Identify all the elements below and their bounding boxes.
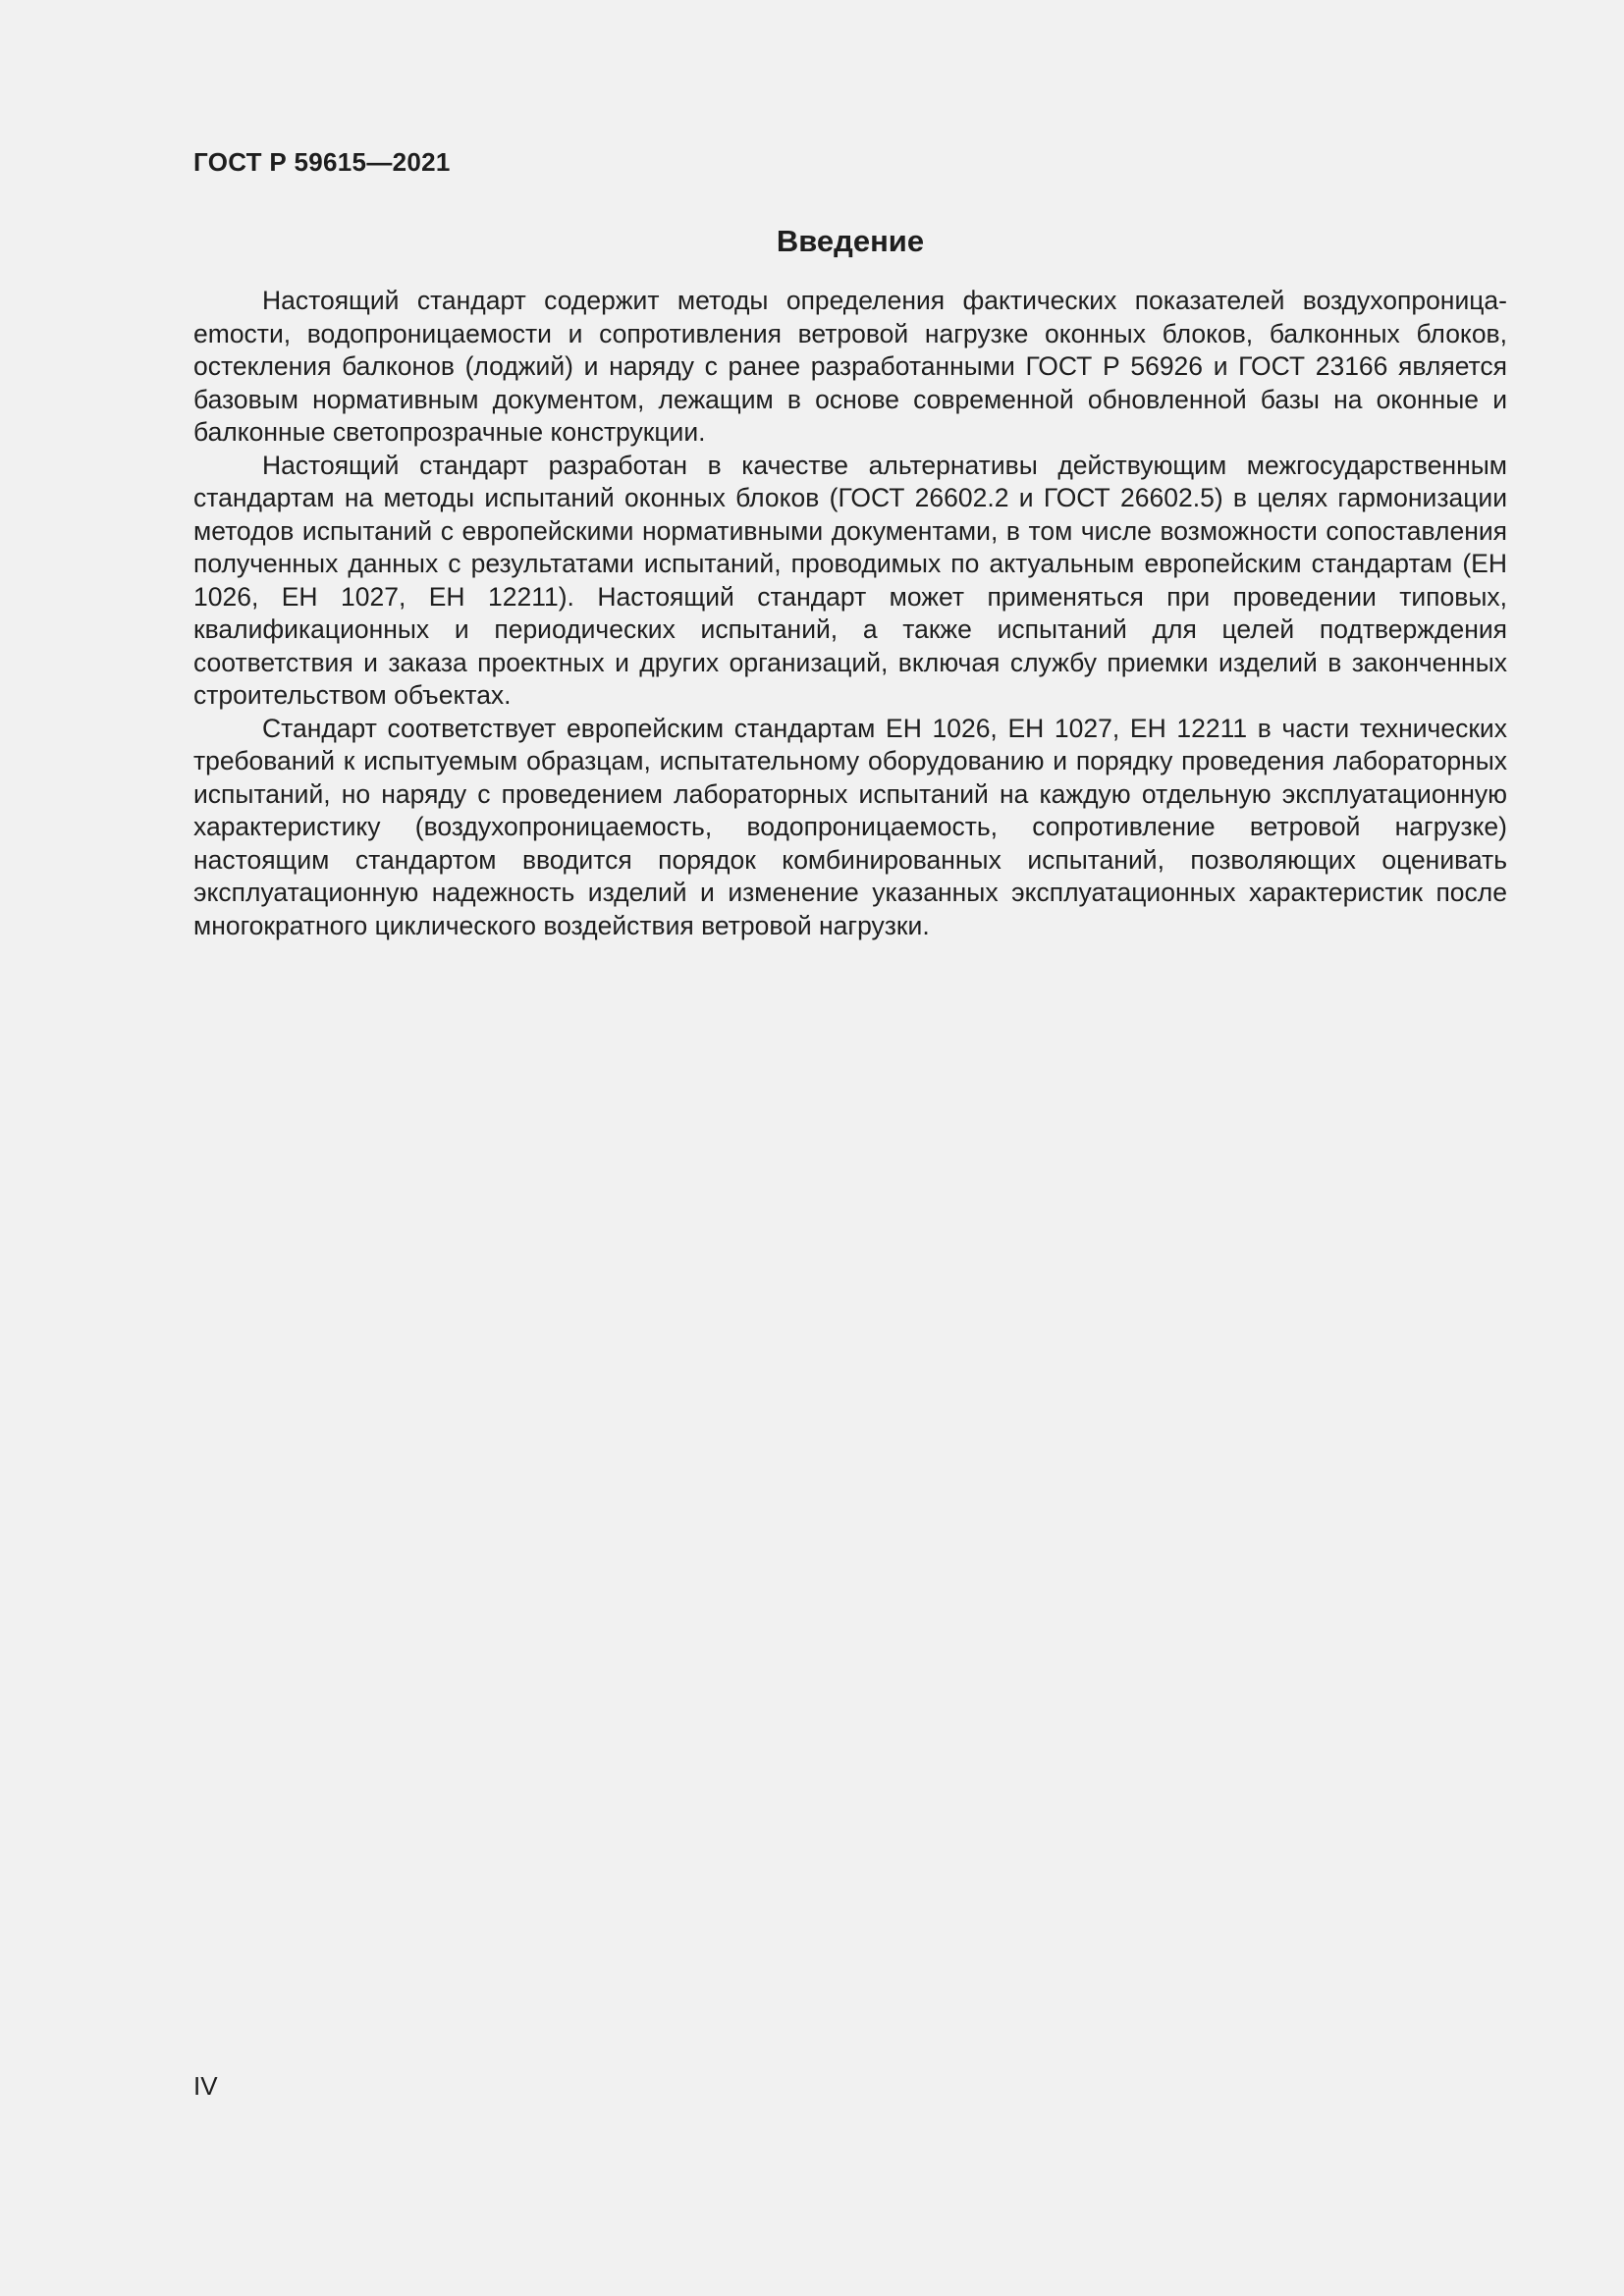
page-number: IV: [193, 2071, 218, 2101]
section-body: [193, 285, 1507, 942]
paragraph-3: Стандарт соответствует европейским стандартам ЕН 1026, ЕН 1027, ЕН 12211 в части технических требований к испытуемым образцам, испытательному оборудованию и порядку проведения лабораторных испытаний, но наряду с проведением лабораторных испытаний на каждую отдельную эксплуатационную характеристику (воздухопроницаемость, водопроницаемость, сопротивление ветровой нагрузке) настоящим стандартом вводится порядок комбинированных испытаний, позволяющих оценивать эксплуатационную надежность изделий и изменение указанных эксплуатационных характеристик после многократного циклического воздействия ветровой нагрузки.: [193, 713, 1507, 940]
document-code: ГОСТ Р 59615—2021: [193, 147, 451, 177]
section-title: Введение: [776, 224, 925, 258]
paragraph-2: Настоящий стандарт разработан в качестве альтернативы действующим межгосударственным стандартам на методы испытаний оконных блоков (ГОСТ 26602.2 и ГОСТ 26602.5) в целях гармонизации методов испытаний с европейскими нормативными документами, в том числе возможности сопоставления полученных данных с результатами испытаний, проводимых по актуальным европейским стандартам (ЕН 1026, ЕН 1027, ЕН 12211). Настоящий стандарт может применяться при проведении типовых, квалификационных и периодических испытаний, а также испытаний для целей подтверждения соответствия и заказа проектных и других организаций, включая службу приемки изделий в законченных строительством объектах.: [193, 450, 1507, 710]
paragraph-1: Настоящий стандарт содержит методы определения фактических показателей воздухопроницаemости, водопроницаемости и сопротивления ветровой нагрузке оконных блоков, балконных блоков, остекления балконов (лоджий) и наряду с ранее разработанными ГОСТ Р 56926 и ГОСТ 23166 является базовым нормативным документом, лежащим в основе современной обновленной базы на оконные и балконные светопрозрачные конструкции.: [193, 286, 1507, 447]
